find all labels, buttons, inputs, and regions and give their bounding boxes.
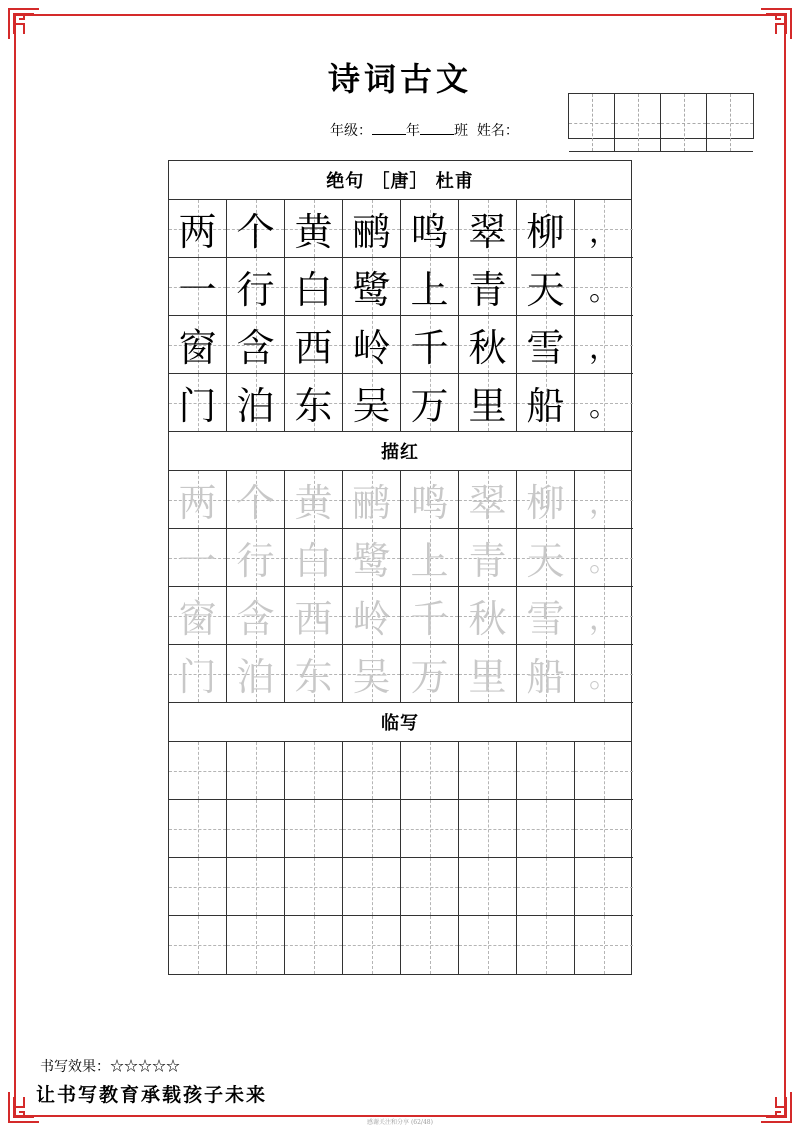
name-writing-grid[interactable] bbox=[568, 93, 754, 139]
grid-cell[interactable] bbox=[575, 800, 633, 858]
grid-cell[interactable] bbox=[401, 916, 459, 974]
grid-cell bbox=[401, 374, 459, 432]
character: 西 bbox=[294, 597, 333, 641]
grid-cell bbox=[169, 200, 227, 258]
grid-cell bbox=[227, 200, 285, 258]
grid-cell[interactable] bbox=[517, 742, 575, 800]
grid-cell[interactable] bbox=[401, 858, 459, 916]
grid-cell[interactable] bbox=[343, 800, 401, 858]
grid-cell bbox=[517, 316, 575, 374]
grid-cell bbox=[169, 529, 227, 587]
grid-cell[interactable] bbox=[459, 800, 517, 858]
grid-cell[interactable] bbox=[285, 858, 343, 916]
character: ， bbox=[589, 601, 619, 637]
grid-cell bbox=[459, 645, 517, 703]
character: 一 bbox=[178, 268, 217, 312]
character: ， bbox=[589, 485, 619, 521]
grid-cell bbox=[343, 471, 401, 529]
grid-cell bbox=[517, 471, 575, 529]
character: 柳 bbox=[526, 210, 565, 254]
character: 个 bbox=[236, 481, 275, 525]
grid-cell bbox=[227, 258, 285, 316]
character: 。 bbox=[589, 388, 619, 424]
character: ， bbox=[589, 214, 619, 250]
character: 翠 bbox=[468, 210, 507, 254]
rating-text: 书写效果：☆☆☆☆☆ bbox=[40, 1059, 180, 1075]
grid-cell bbox=[401, 529, 459, 587]
grid-cell bbox=[401, 471, 459, 529]
character: 门 bbox=[178, 655, 217, 699]
character: 鹭 bbox=[352, 539, 391, 583]
character: 白 bbox=[294, 268, 333, 312]
character: 窗 bbox=[178, 597, 217, 641]
grid-cell[interactable] bbox=[401, 800, 459, 858]
character: 岭 bbox=[352, 597, 391, 641]
grid-cell[interactable] bbox=[343, 916, 401, 974]
character: 鸣 bbox=[410, 210, 449, 254]
grid-cell bbox=[575, 200, 633, 258]
character: 千 bbox=[410, 326, 449, 370]
grid-cell bbox=[459, 374, 517, 432]
character: 东 bbox=[294, 384, 333, 428]
character: 泊 bbox=[236, 655, 275, 699]
character: 鹂 bbox=[352, 210, 391, 254]
character: 含 bbox=[236, 597, 275, 641]
character: 秋 bbox=[468, 597, 507, 641]
character: 万 bbox=[410, 655, 449, 699]
character: 黄 bbox=[294, 481, 333, 525]
grid-cell[interactable] bbox=[517, 800, 575, 858]
grade-blank[interactable] bbox=[372, 122, 406, 135]
character: 岭 bbox=[352, 326, 391, 370]
grid-cell bbox=[459, 587, 517, 645]
character: 鹭 bbox=[352, 268, 391, 312]
class-blank[interactable] bbox=[420, 122, 454, 135]
grid-cell bbox=[227, 645, 285, 703]
grid-cell[interactable] bbox=[227, 916, 285, 974]
grid-cell[interactable] bbox=[169, 742, 227, 800]
grid-cell bbox=[227, 529, 285, 587]
grid-cell bbox=[517, 258, 575, 316]
grid-cell bbox=[459, 471, 517, 529]
grid-cell[interactable] bbox=[343, 858, 401, 916]
grade-label: 年级： bbox=[330, 123, 372, 139]
grid-cell bbox=[575, 587, 633, 645]
class-label: 班 bbox=[454, 123, 468, 139]
copy-header: 临写 bbox=[169, 702, 631, 742]
character: 里 bbox=[468, 384, 507, 428]
grid-cell[interactable] bbox=[517, 916, 575, 974]
character: 窗 bbox=[178, 326, 217, 370]
grid-cell bbox=[401, 258, 459, 316]
grid-cell[interactable] bbox=[169, 858, 227, 916]
character: 青 bbox=[468, 539, 507, 583]
grid-cell bbox=[517, 200, 575, 258]
grid-cell bbox=[517, 645, 575, 703]
grid-cell[interactable] bbox=[459, 858, 517, 916]
grid-cell bbox=[285, 374, 343, 432]
grid-cell bbox=[169, 316, 227, 374]
grid-cell bbox=[227, 471, 285, 529]
grid-cell bbox=[575, 316, 633, 374]
grid-cell bbox=[343, 316, 401, 374]
grid-cell[interactable] bbox=[575, 742, 633, 800]
character: 白 bbox=[294, 539, 333, 583]
character: 船 bbox=[526, 655, 565, 699]
grid-cell bbox=[459, 529, 517, 587]
character: 行 bbox=[236, 539, 275, 583]
character: 吴 bbox=[352, 384, 391, 428]
corner-ornament-icon bbox=[8, 8, 40, 40]
grid-cell bbox=[517, 587, 575, 645]
character: 一 bbox=[178, 539, 217, 583]
grid-cell[interactable] bbox=[575, 916, 633, 974]
grid-cell bbox=[343, 374, 401, 432]
grid-cell bbox=[285, 529, 343, 587]
grid-cell[interactable] bbox=[401, 742, 459, 800]
character: 上 bbox=[410, 268, 449, 312]
character: 天 bbox=[526, 268, 565, 312]
grid-cell bbox=[459, 200, 517, 258]
character: 雪 bbox=[526, 597, 565, 641]
grid-cell bbox=[285, 471, 343, 529]
grid-cell[interactable] bbox=[575, 858, 633, 916]
character: 千 bbox=[410, 597, 449, 641]
grid-cell[interactable] bbox=[343, 742, 401, 800]
character: 两 bbox=[178, 481, 217, 525]
grid-cell[interactable] bbox=[227, 742, 285, 800]
grid-cell[interactable] bbox=[227, 858, 285, 916]
grid-cell bbox=[227, 374, 285, 432]
character: 。 bbox=[589, 272, 619, 308]
grid-cell bbox=[343, 200, 401, 258]
copy-grid[interactable] bbox=[169, 742, 631, 974]
grid-cell bbox=[227, 587, 285, 645]
practice-sheet bbox=[168, 160, 632, 975]
grid-cell bbox=[517, 374, 575, 432]
grid-cell bbox=[401, 587, 459, 645]
grid-cell bbox=[401, 200, 459, 258]
grid-cell bbox=[285, 258, 343, 316]
grid-cell[interactable] bbox=[285, 916, 343, 974]
grid-cell bbox=[169, 587, 227, 645]
slogan-text: 让书写教育承载孩子未来 bbox=[36, 1084, 268, 1106]
grid-cell[interactable] bbox=[169, 916, 227, 974]
name-label: 姓名： bbox=[476, 123, 519, 139]
year-label: 年 bbox=[406, 123, 420, 139]
grid-cell bbox=[169, 645, 227, 703]
grid-cell bbox=[343, 258, 401, 316]
grid-cell bbox=[575, 374, 633, 432]
grid-cell bbox=[401, 316, 459, 374]
trace-header: 描红 bbox=[169, 431, 631, 471]
grid-cell bbox=[343, 587, 401, 645]
character: 青 bbox=[468, 268, 507, 312]
grid-cell bbox=[459, 258, 517, 316]
character: 鸣 bbox=[410, 481, 449, 525]
character: 吴 bbox=[352, 655, 391, 699]
character: 万 bbox=[410, 384, 449, 428]
character: 泊 bbox=[236, 384, 275, 428]
grid-cell bbox=[227, 316, 285, 374]
character: 黄 bbox=[294, 210, 333, 254]
grid-cell[interactable] bbox=[459, 742, 517, 800]
grid-cell bbox=[459, 316, 517, 374]
character: 天 bbox=[526, 539, 565, 583]
grid-cell bbox=[343, 529, 401, 587]
grid-cell bbox=[285, 587, 343, 645]
footer-note: 感谢关注和分享 (62/48) bbox=[367, 1119, 433, 1126]
page-title: 诗词古文 bbox=[327, 60, 472, 98]
character: 西 bbox=[294, 326, 333, 370]
student-info bbox=[330, 120, 519, 140]
grid-cell bbox=[285, 316, 343, 374]
grid-cell bbox=[285, 645, 343, 703]
character: 秋 bbox=[468, 326, 507, 370]
character: ， bbox=[589, 330, 619, 366]
grid-cell[interactable] bbox=[459, 916, 517, 974]
grid-cell[interactable] bbox=[169, 800, 227, 858]
character: 东 bbox=[294, 655, 333, 699]
grid-cell bbox=[285, 200, 343, 258]
character: 柳 bbox=[526, 481, 565, 525]
grid-cell bbox=[169, 471, 227, 529]
character: 。 bbox=[589, 543, 619, 579]
poem-header: 绝句 ［唐］ 杜甫 bbox=[169, 161, 631, 200]
character: 门 bbox=[178, 384, 217, 428]
grid-cell bbox=[169, 258, 227, 316]
character: 雪 bbox=[526, 326, 565, 370]
grid-cell[interactable] bbox=[285, 800, 343, 858]
character: 里 bbox=[468, 655, 507, 699]
corner-ornament-icon bbox=[760, 8, 792, 40]
trace-grid bbox=[169, 471, 631, 703]
grid-cell bbox=[575, 645, 633, 703]
grid-cell bbox=[401, 645, 459, 703]
character: 行 bbox=[236, 268, 275, 312]
character: 。 bbox=[589, 659, 619, 695]
character: 两 bbox=[178, 210, 217, 254]
poem-grid bbox=[169, 200, 631, 432]
grid-cell bbox=[575, 529, 633, 587]
grid-cell[interactable] bbox=[285, 742, 343, 800]
grid-cell bbox=[517, 529, 575, 587]
character: 鹂 bbox=[352, 481, 391, 525]
character: 船 bbox=[526, 384, 565, 428]
character: 上 bbox=[410, 539, 449, 583]
grid-cell bbox=[169, 374, 227, 432]
grid-cell bbox=[575, 471, 633, 529]
grid-cell bbox=[343, 645, 401, 703]
grid-cell[interactable] bbox=[227, 800, 285, 858]
grid-cell[interactable] bbox=[517, 858, 575, 916]
character: 翠 bbox=[468, 481, 507, 525]
grid-cell bbox=[575, 258, 633, 316]
character: 含 bbox=[236, 326, 275, 370]
character: 个 bbox=[236, 210, 275, 254]
